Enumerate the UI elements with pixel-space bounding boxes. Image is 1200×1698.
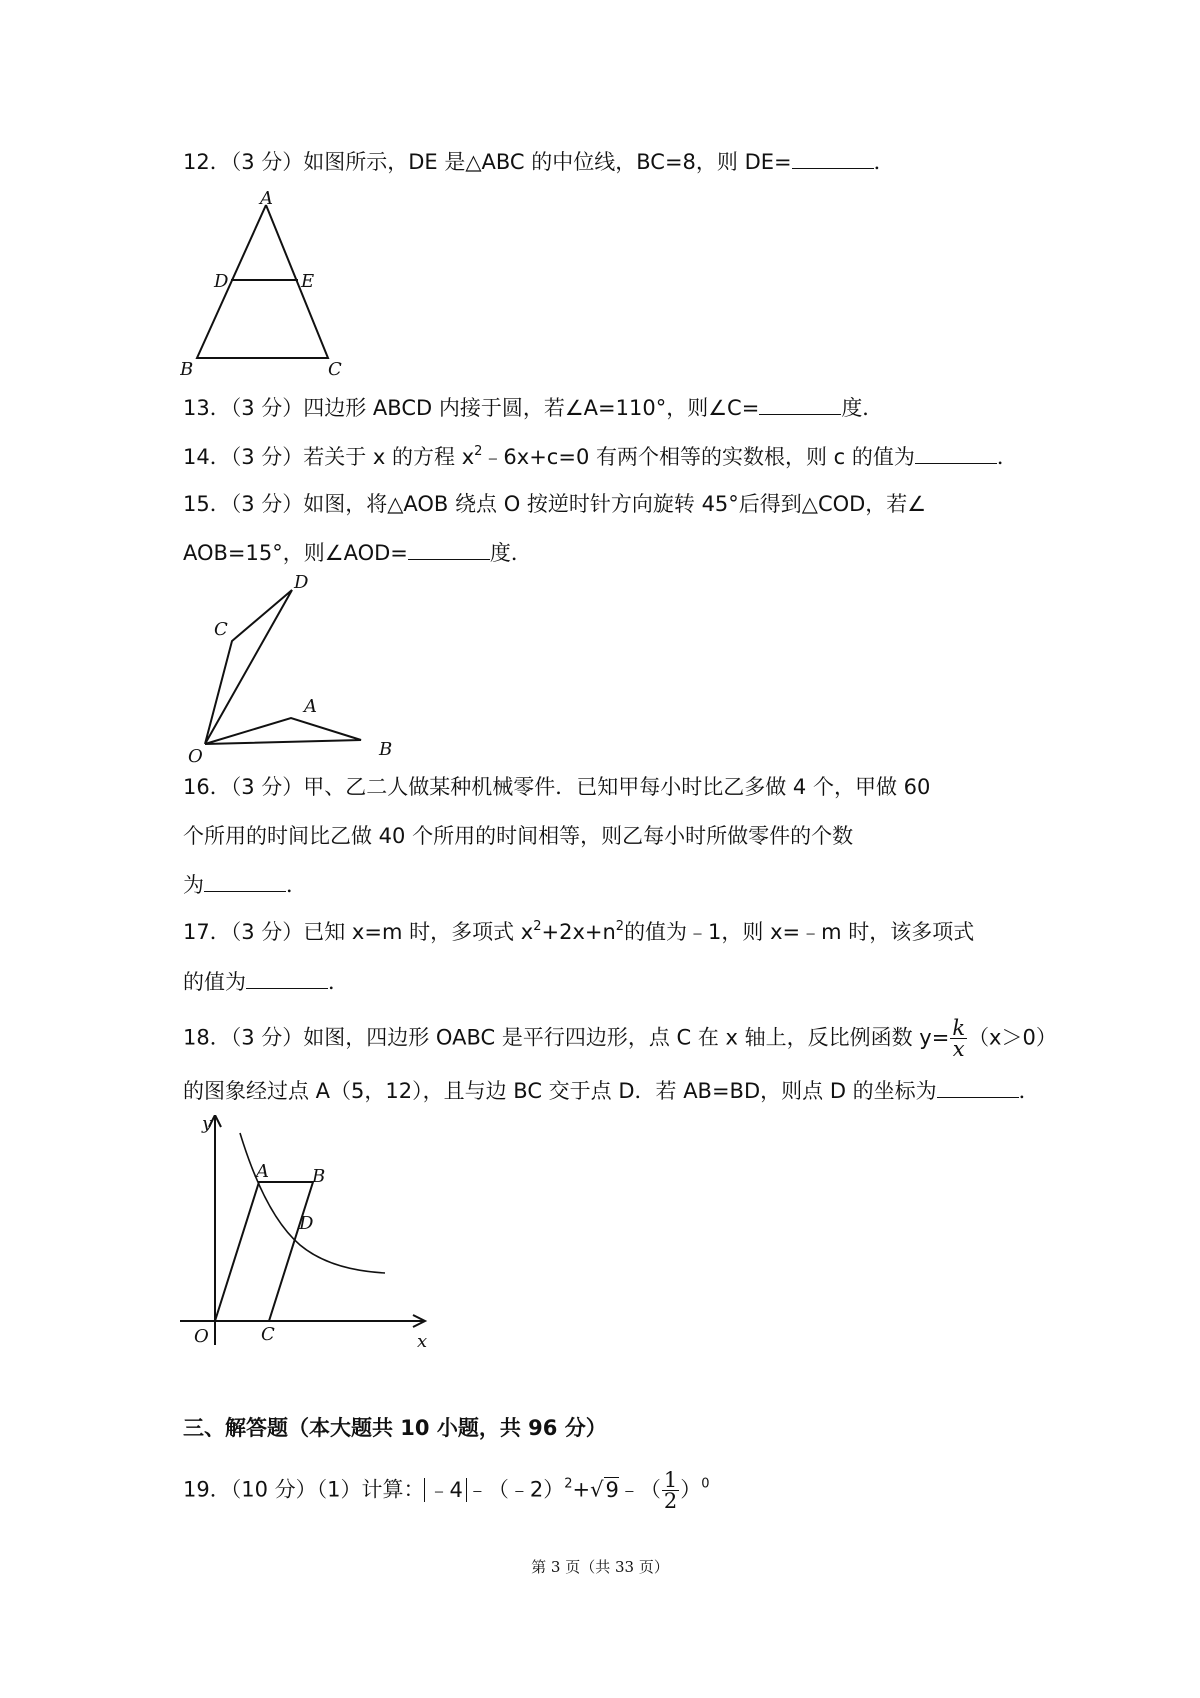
section-heading: 三、解答题（本大题共 10 小题，共 96 分） [183,1416,607,1440]
question-18-text-b: （x＞0） [968,1025,1057,1050]
question-15-text-2: AOB=15°，则∠AOD= [183,541,408,565]
question-17-end: ． [328,970,349,994]
question-17-text-b: +2x+n [541,920,616,944]
question-19 [183,1470,710,1511]
question-16-line-2 [183,821,853,851]
question-15-line-1 [183,489,926,519]
question-18-end: ． [1018,1079,1040,1103]
exponent: 0 [701,1476,710,1492]
question-16-line-1 [183,772,930,802]
question-13-end: 度． [841,396,884,420]
label-a: A [256,1161,269,1182]
exponent: 2 [564,1476,573,1492]
hyperbola-curve [240,1133,385,1273]
question-14-end: ． [996,445,1018,469]
question-16-end: ． [286,873,307,897]
parallelogram-oabc [215,1182,313,1321]
fraction-k-over-x [950,1018,967,1059]
label-c: C [214,619,228,640]
label-d: D [214,271,229,292]
question-18-line-2 [183,1075,1040,1106]
fraction-numerator: k [952,1016,966,1040]
label-a: A [304,696,317,717]
label-a: A [260,190,273,209]
exponent: 2 [474,444,483,459]
question-16-text-3: 为 [183,873,204,897]
answer-blank [792,146,874,169]
question-13-text: 13．（3 分）四边形 ABCD 内接于圆，若∠A=110°，则∠C= [183,396,760,420]
answer-blank [937,1075,1019,1098]
question-14 [183,441,1018,472]
answer-blank [408,537,490,560]
question-15-text-1: 15．（3 分）如图，将△AOB 绕点 O 按逆时针方向旋转 45°后得到△COD，若∠ [183,492,927,516]
label-c: C [261,1324,275,1345]
question-12-text: 12．（3 分）如图所示，DE 是△ABC 的中位线，BC=8，则 DE= [183,150,792,174]
question-19-text-d: ） [680,1477,702,1502]
absolute-value-content: ﹣4 [428,1477,463,1502]
answer-blank [759,392,841,415]
absolute-value [424,1478,466,1502]
question-17-text-a: 17．（3 分）已知 x=m 时，多项式 x [183,920,534,944]
question-14-text-a: 14．（3 分）若关于 x 的方程 x [183,445,475,469]
label-d: D [299,1213,314,1234]
page-footer: 第 3 页（共 33 页） [531,1558,669,1576]
label-e: E [301,271,315,292]
triangle-aob-edges [205,718,361,744]
figure-triangle-abc [180,190,350,380]
label-d: D [294,572,309,593]
exponent: 2 [615,919,625,934]
question-18-text-a: 18．（3 分）如图，四边形 OABC 是平行四边形，点 C 在 x 轴上，反比例函数 y= [183,1025,950,1050]
question-19-text-c: ﹣（ [618,1477,661,1502]
label-o: O [188,746,203,767]
fraction-numerator: 1 [663,1468,678,1492]
sqrt-symbol: √ [590,1477,604,1502]
question-18-line-1 [183,1018,1057,1059]
question-15-line-2 [183,537,532,568]
question-16-line-3 [183,869,307,900]
question-15-end: 度． [489,541,532,565]
answer-blank [915,441,997,464]
figure-parallelogram-hyperbola [180,1115,440,1355]
question-17-line-2 [183,966,349,997]
label-o: O [194,1326,209,1347]
fraction-denominator: x [952,1037,965,1061]
label-b: B [312,1166,326,1187]
question-13 [183,392,883,423]
question-18-text-2: 的图象经过点 A（5，12），且与边 BC 交于点 D．若 AB=BD，则点 D 的坐标为 [183,1079,937,1103]
label-y: y [202,1115,213,1134]
question-16-text-2: 个所用的时间比乙做 40 个所用的时间相等，则乙每小时所做零件的个数 [183,824,854,848]
exponent: 2 [533,919,542,934]
question-17-line-1 [183,917,974,947]
sqrt-radicand: 9 [605,1477,619,1502]
label-b: B [379,739,393,760]
question-17-text-2: 的值为 [183,970,246,994]
question-17-text-c: 的值为﹣1，则 x=﹣m 时，该多项式 [624,920,975,944]
fraction-denominator: 2 [663,1489,678,1513]
question-14-text-b: ﹣6x+c=0 有两个相等的实数根，则 c 的值为 [482,445,915,469]
fraction-one-half [662,1470,679,1511]
answer-blank [246,966,328,989]
plus-sign: + [572,1477,591,1502]
label-c: C [328,359,342,380]
label-x: x [417,1331,428,1352]
question-19-text-a: 19．（10 分）（1）计算： [183,1477,425,1502]
answer-blank [204,869,286,892]
figure-rotation-aob [180,568,400,768]
question-12-end: ． [873,150,895,174]
question-16-text-1: 16．（3 分）甲、乙二人做某种机械零件．已知甲每小时比乙多做 4 个，甲做 60 [183,775,931,799]
label-b: B [180,359,194,380]
question-19-text-b: ﹣（﹣2） [466,1477,565,1502]
question-12 [183,146,895,177]
